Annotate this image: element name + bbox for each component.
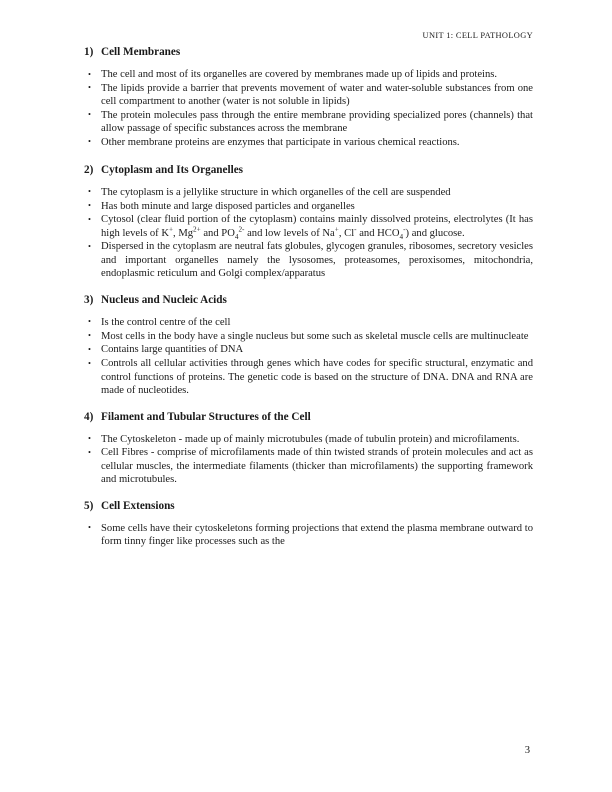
- list-item: • Controls all cellular activities through genes which have codes for specific structural, enzymatic and control functions of proteins. The genetic code is based on the structure of DNA. DNA and RNA are made of nucleotides.: [84, 357, 533, 397]
- section-number: 5): [84, 499, 94, 512]
- list-item: • The cytoplasm is a jellylike structure in which organelles of the cell are suspended: [84, 186, 533, 199]
- ion-charge: +: [334, 225, 339, 234]
- section-nucleus-nucleic-acids: [84, 293, 533, 397]
- bullet-list: [84, 186, 533, 281]
- section-title: Filament and Tubular Structures of the Cell: [101, 410, 311, 423]
- list-item: • The cell and most of its organelles are covered by membranes made up of lipids and proteins.: [84, 68, 533, 81]
- document-body: [84, 45, 533, 549]
- section-number: 2): [84, 163, 94, 176]
- list-item: • The lipids provide a barrier that prevents movement of water and water-soluble substances from one cell compartment to another (water is not soluble in lipids): [84, 82, 533, 109]
- section-heading: [84, 499, 533, 513]
- list-item: • Some cells have their cytoskeletons forming projections that extend the plasma membrane outward to form tinny finger like processes such as the: [84, 522, 533, 549]
- bullet-list: [84, 316, 533, 397]
- section-spacer: [84, 398, 533, 410]
- section-spacer: [84, 487, 533, 499]
- ion-subscript: 4: [399, 232, 404, 241]
- section-title: Nucleus and Nucleic Acids: [101, 293, 227, 306]
- section-heading: [84, 410, 533, 424]
- section-spacer: [84, 281, 533, 293]
- running-header: UNIT 1: CELL PATHOLOGY: [422, 31, 533, 40]
- ion-charge: +: [168, 225, 174, 234]
- list-item: • Other membrane proteins are enzymes that participate in various chemical reactions.: [84, 136, 533, 149]
- section-title: Cell Membranes: [101, 46, 181, 58]
- ion-charge: -: [403, 225, 406, 234]
- section-spacer: [84, 150, 533, 163]
- ion-charge: -: [354, 225, 357, 234]
- section-cytoplasm-organelles: [84, 163, 533, 281]
- section-filament-tubular-structures: [84, 410, 533, 487]
- list-item: • Dispersed in the cytoplasm are neutral fats globules, glycogen granules, ribosomes, secretory vesicles and important organelles namely the lysosomes, proteasomes, peroxisomes, mitochondria, endoplasmic reticulum and Golgi complex/apparatus: [84, 240, 533, 280]
- list-item: • Most cells in the body have a single nucleus but some such as skeletal muscle cells are multinucleate: [84, 330, 533, 343]
- section-title: Cell Extensions: [101, 499, 175, 512]
- section-title: Cytoplasm and Its Organelles: [101, 163, 244, 176]
- list-item: • The protein molecules pass through the entire membrane providing specialized pores (channels) that allow passage of specific substances across the membrane: [84, 109, 533, 136]
- list-item: • Contains large quantities of DNA: [84, 343, 533, 356]
- section-number: 3): [84, 293, 94, 306]
- list-item: • Cell Fibres - comprise of microfilaments made of thin twisted strands of protein molecules and act as cellular muscles, the intermediate filaments (thicker than microfilaments) the supporting framework and microtubules.: [84, 446, 533, 486]
- section-heading: [84, 293, 533, 307]
- section-number: 4): [84, 410, 94, 423]
- ion-subscript: 4: [234, 232, 239, 241]
- list-item: • Is the control centre of the cell: [84, 316, 533, 329]
- list-item: • The Cytoskeleton - made up of mainly microtubules (made of tubulin protein) and microfilaments.: [84, 433, 533, 446]
- bullet-list: [84, 522, 533, 549]
- bullet-list: [84, 433, 533, 487]
- page-number: 3: [524, 745, 530, 756]
- ion-charge: 2-: [238, 225, 245, 234]
- list-item: • Has both minute and large disposed particles and organelles: [84, 200, 533, 213]
- ion-charge: 2+: [193, 225, 201, 234]
- list-item-cytosol: • Cytosol (clear fluid portion of the cytoplasm) contains mainly dissolved proteins, electrolytes (It has high levels of K+, $Mg^{2+}$ and $PO_4^{2-}$ and low levels of Na+, Cl- and $HCO_4^-$) and glucose.: [84, 213, 533, 240]
- section-heading: [84, 163, 533, 177]
- section-number: 1): [84, 46, 94, 58]
- section-cell-membranes: [84, 45, 533, 149]
- bullet-list: [84, 68, 533, 149]
- section-cell-extensions: [84, 499, 533, 549]
- section-heading: [84, 45, 533, 59]
